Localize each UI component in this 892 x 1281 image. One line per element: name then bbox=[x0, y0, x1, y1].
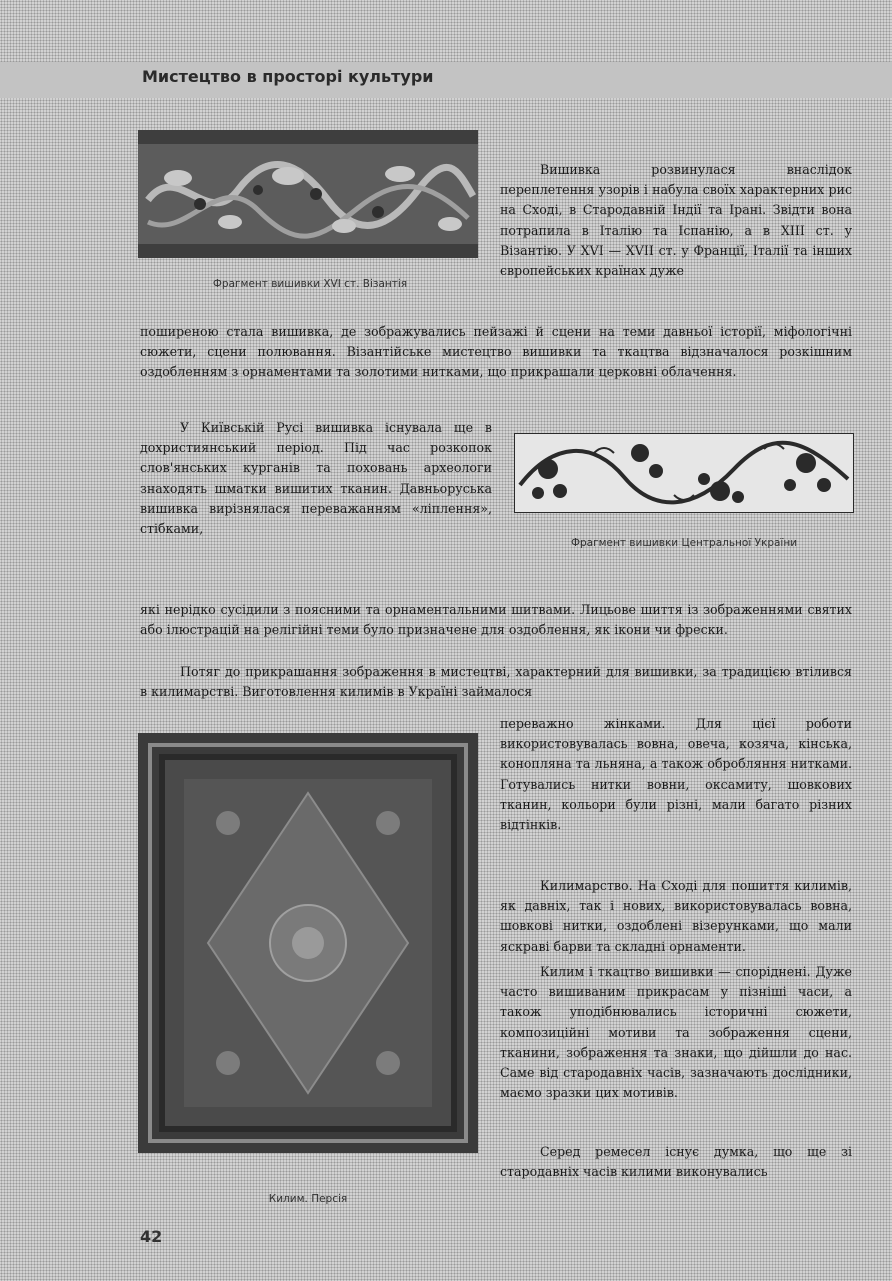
paragraph-1-full-width: поширеною стала вишивка, де зображувались пейзажі й сцени на теми давньої історії, міфологічні сюжети, сцени полювання. Візантійське мистецтво вишивки та ткацтва відзначалося розкішним оздобленням з орнаментами та золотими нитками, що прикрашали церковні облачення. bbox=[140, 324, 852, 380]
paragraph-2-full-width: які нерідко сусідили з поясними та орнаментальними шитвами. Лицьове шиття із зображеннями святих або ілюстрацій на релігійні теми було призначене для оздоблення, як ікони чи фрески. bbox=[140, 602, 852, 638]
paragraph-5-right-column: Килим і ткацтво вишивки — споріднені. Дуже часто вишиваним прикрасам у пізніші часи, а також уподібнювались історичні сюжети, композиційні мотиви та зображення сцени, тканини, зображення та знаки, що дійшли до нас. Саме від стародавніх часів, зазначають дослідники, маємо зразки цих мотивів. bbox=[500, 964, 852, 1101]
byzantine-embroidery-image bbox=[138, 130, 478, 258]
paragraph-2-left-column: У Київській Русі вишивка існувала ще в дохристиянський період. Під час розкопок слов'янських курганів та поховань археологи знаходять шматки вишитих тканин. Давньоруська вишивка вирізнялася переважанням «ліплення», стібками, bbox=[140, 420, 492, 537]
paragraph-4-right-column: Килимарство. На Сході для пошиття килимів, як давніх, так і нових, використовувалась вовна, шовкові нитки, оздоблені візерунками, що мали яскраві барви та складні орнаменти. bbox=[500, 878, 852, 954]
paragraph-1-right-column: Вишивка розвинулася внаслідок переплетення узорів і набула своїх характерних рис на Сході, в Стародавній Індії та Ірані. Звідти вона потрапила в Італію та Іспанію, а в XIII ст. у Візантію. У XVI — XVII ст. у Франції, Італії та інших європейських країнах дуже bbox=[500, 162, 852, 279]
paragraph-3-right-column: переважно жінками. Для цієї роботи використовувалась вовна, овеча, козяча, кінська, конопляна та льняна, а також обробляння нитками. Готувались нитки вовни, оксамиту, шовкових тканин, кольори були різні, мали багато різних відтінків. bbox=[500, 716, 852, 833]
paragraph-6-right-column: Серед ремесел існує думка, що ще зі стародавніх часів килими виконувались bbox=[500, 1144, 852, 1180]
header-band bbox=[0, 62, 892, 98]
paragraph-3-full-width: Потяг до прикрашання зображення в мистецтві, характерний для вишивки, за традицією втілився в килимарстві. Виготовлення килимів в Україні займалося bbox=[140, 664, 852, 700]
page-number: 42 bbox=[140, 1227, 163, 1246]
caption-ukrainian-embroidery: Фрагмент вишивки Центральної України bbox=[570, 537, 798, 549]
caption-byzantine-embroidery: Фрагмент вишивки XVI ст. Візантія bbox=[212, 278, 408, 290]
ukrainian-embroidery-image bbox=[514, 433, 854, 513]
persian-carpet-image bbox=[138, 733, 478, 1153]
section-title: Мистецтво в просторі культури bbox=[142, 67, 434, 86]
caption-persian-carpet: Килим. Персія bbox=[268, 1193, 348, 1205]
